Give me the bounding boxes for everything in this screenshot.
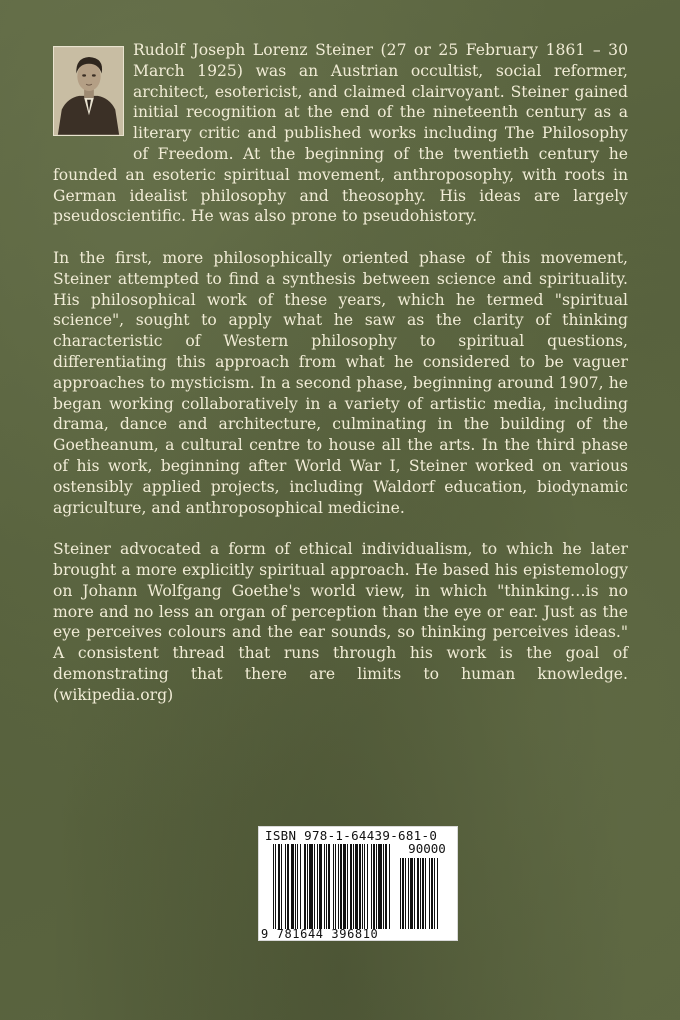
barcode-bar (278, 844, 280, 929)
addon-bar (431, 858, 433, 929)
barcode-bar (291, 844, 294, 929)
description-paragraph-2: In the first, more philosophically oriented phase of this movement, Steiner attempted to find a synthesis between science and spirituality. His philosophical work of these years, which he termed "spiritual science", sought to apply what he saw as the clarity of thinking characteristic of Western philosophy to spiritual questions, differentiating this approach from what he considered to be vaguer approaches to mysticism. In a second phase, beginning around 1907, he began working collaboratively in a variety of artistic media, including drama, dance and architecture, culminating in the building of the Goetheanum, a cultural centre to house all the arts. In the third phase of his work, beginning after World War I, Steiner worked on various ostensibly applied projects, including Waldorf education, biodynamic agriculture, and anthroposophical medicine. (53, 248, 628, 517)
barcode-bar (328, 844, 330, 929)
isbn-label: ISBN 978-1-64439-681-0 (265, 828, 438, 843)
barcode-bar (343, 844, 346, 929)
addon-bars (400, 858, 454, 929)
description-paragraph-1: Rudolf Joseph Lorenz Steiner (27 or 25 February 1861 – 30 March 1925) was an Austrian occultist, social reformer, architect, esotericist, and claimed clairvoyant. Steiner gained initial recognition at the end of the nineteenth century as a literary critic and published works including The Philosophy of Freedom. At the beginning of the twentieth century he founded an esoteric spiritual movement, anthroposophy, with roots in German idealist philosophy and theosophy. His ideas are largely pseudoscientific. He was also prone to pseudohistory. (53, 41, 628, 226)
barcode-bar (304, 844, 306, 929)
barcode-bar (364, 844, 365, 929)
addon-bar (422, 858, 424, 929)
barcode-bar (350, 844, 352, 929)
barcode-bar (314, 844, 315, 929)
barcode-bar (371, 844, 372, 929)
barcode-bar (307, 844, 308, 929)
addon-bar (434, 858, 435, 929)
barcode-bar (383, 844, 384, 929)
barcode-bar (326, 844, 327, 929)
barcode-bar (353, 844, 354, 929)
barcode-bar (376, 844, 377, 929)
barcode-bar (367, 844, 368, 929)
barcode-bar (295, 844, 296, 929)
addon-bar (420, 858, 421, 929)
addon-bar (405, 858, 406, 929)
ean13-bars (273, 844, 396, 929)
barcode-bar (309, 844, 313, 929)
barcode-bar (324, 844, 325, 929)
portrait-spacer (53, 40, 133, 144)
description-text (53, 40, 628, 726)
addon-bar (414, 858, 415, 929)
barcode-bar (300, 844, 301, 929)
barcode-bar (285, 844, 286, 929)
barcode-bar (338, 844, 339, 929)
barcode-bar (385, 844, 387, 929)
barcode-bar (378, 844, 382, 929)
barcode-bar (297, 844, 298, 929)
ean-digits: 9 781644 396810 (261, 927, 379, 941)
addon-bar (410, 858, 413, 929)
addon-bar (437, 858, 438, 929)
barcode-bar (347, 844, 348, 929)
barcode-bar (317, 844, 318, 929)
barcode-bar (273, 844, 274, 929)
barcode-bar (359, 844, 361, 929)
barcode-bar (333, 844, 334, 929)
price-code: 90000 (408, 841, 446, 856)
barcode-bar (319, 844, 322, 929)
barcode-bar (340, 844, 342, 929)
isbn-barcode (258, 826, 458, 941)
barcode-bar (355, 844, 358, 929)
description-paragraph-3: Steiner advocated a form of ethical individualism, to which he later brought a more explicitly spiritual approach. He based his epistemology on Johann Wolfgang Goethe's world view, in which "thinking…is no more and no less an organ of perception than the eye or ear. Just as the eye perceives colours and the ear sounds, so thinking perceives ideas." A consistent thread that runs through his work is the goal of demonstrating that there are limits to human knowledge. (wikipedia.org) (53, 540, 628, 704)
barcode-bar (335, 844, 336, 929)
barcode-bar (373, 844, 375, 929)
addon-bar (402, 858, 404, 929)
barcode-bar (281, 844, 282, 929)
barcode-bar (362, 844, 363, 929)
barcode-bar (287, 844, 289, 929)
addon-bar (425, 858, 426, 929)
addon-bar (429, 858, 430, 929)
addon-bar (417, 858, 419, 929)
addon-bar (408, 858, 409, 929)
addon-bar (400, 858, 401, 929)
barcode-bar (275, 844, 276, 929)
barcode-bar (389, 844, 390, 929)
